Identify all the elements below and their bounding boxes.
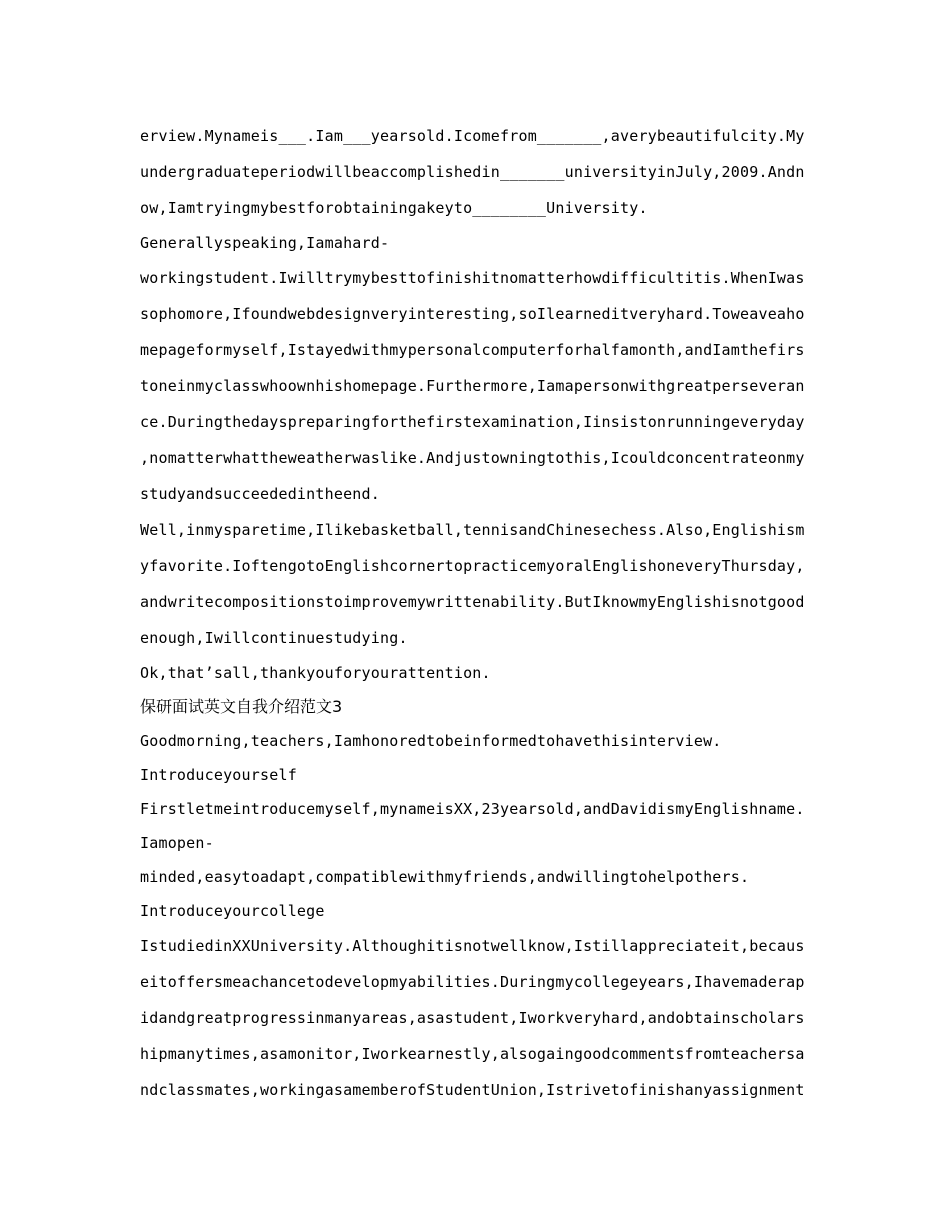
text-line: yfavorite.IoftengotoEnglishcornertopracticemyoralEnglishoneveryThursday,: [140, 557, 805, 575]
text-line: undergraduateperiodwillbeaccomplishedin_______universityinJuly,2009.Andn: [140, 163, 805, 181]
text-line: andwritecompositionstoimprovemywrittenability.ButIknowmyEnglishisnotgood: [140, 593, 805, 611]
text-line: enough,Iwillcontinuestudying.: [140, 629, 408, 647]
text-line: Ok,that’sall,thankyouforyourattention.: [140, 664, 491, 682]
text-line: minded,easytoadapt,compatiblewithmyfriends,andwillingtohelpothers.: [140, 868, 750, 886]
text-line: Generallyspeaking,Iamahard-: [140, 234, 390, 252]
subheading: Introduceyourcollege: [140, 902, 325, 920]
paragraph-2: [140, 260, 812, 512]
paragraph-1: [140, 118, 812, 226]
text-line: sophomore,Ifoundwebdesignveryinteresting,soIlearneditveryhard.Toweaveaho: [140, 305, 805, 323]
paragraph-3: [140, 512, 812, 656]
text-line: ow,Iamtryingmybestforobtainingakeyto________University.: [140, 199, 648, 217]
text-line: Goodmorning,teachers,Iamhonoredtobeinformedtohavethisinterview.: [140, 732, 722, 750]
text-line: Well,inmysparetime,Ilikebasketball,tennisandChinesechess.Also,Englishism: [140, 521, 805, 539]
document-body: [140, 118, 812, 1108]
text-line: erview.Mynameis___.Iam___yearsold.Icomefrom_______,averybeautifulcity.My: [140, 127, 805, 145]
text-line: workingstudent.Iwilltrymybesttofinishitnomatterhowdifficultitis.WhenIwas: [140, 269, 805, 287]
text-line: ,nomatterwhattheweatherwaslike.Andjustowningtothis,Icouldconcentrateonmy: [140, 449, 805, 467]
text-line: Firstletmeintroducemyself,mynameisXX,23yearsold,andDavidismyEnglishname.: [140, 800, 805, 818]
subheading: Introduceyourself: [140, 766, 297, 784]
text-line: studyandsucceededintheend.: [140, 485, 380, 503]
text-line: toneinmyclasswhoownhishomepage.Furthermore,Iamapersonwithgreatperseveran: [140, 377, 805, 395]
text-line: eitoffersmeachancetodevelopmyabilities.Duringmycollegeyears,Ihavemaderap: [140, 973, 805, 991]
text-line: mepageformyself,Istayedwithmypersonalcomputerforhalfamonth,andIamthefirs: [140, 341, 805, 359]
section-heading: 保研面试英文自我介绍范文3: [140, 697, 343, 716]
text-line: IstudiedinXXUniversity.Althoughitisnotwellknow,Istillappreciateit,becaus: [140, 937, 805, 955]
text-line: ce.Duringthedayspreparingforthefirstexamination,Iinsistonrunningeveryday: [140, 413, 805, 431]
text-line: ndclassmates,workingasamemberofStudentUnion,Istrivetofinishanyassignment: [140, 1081, 805, 1099]
text-line: hipmanytimes,asamonitor,Iworkearnestly,alsogaingoodcommentsfromteachersa: [140, 1045, 805, 1063]
text-line: idandgreatprogressinmanyareas,asastudent,Iworkveryhard,andobtainscholars: [140, 1009, 805, 1027]
text-line: Iamopen-: [140, 834, 214, 852]
paragraph-4: [140, 928, 812, 1108]
